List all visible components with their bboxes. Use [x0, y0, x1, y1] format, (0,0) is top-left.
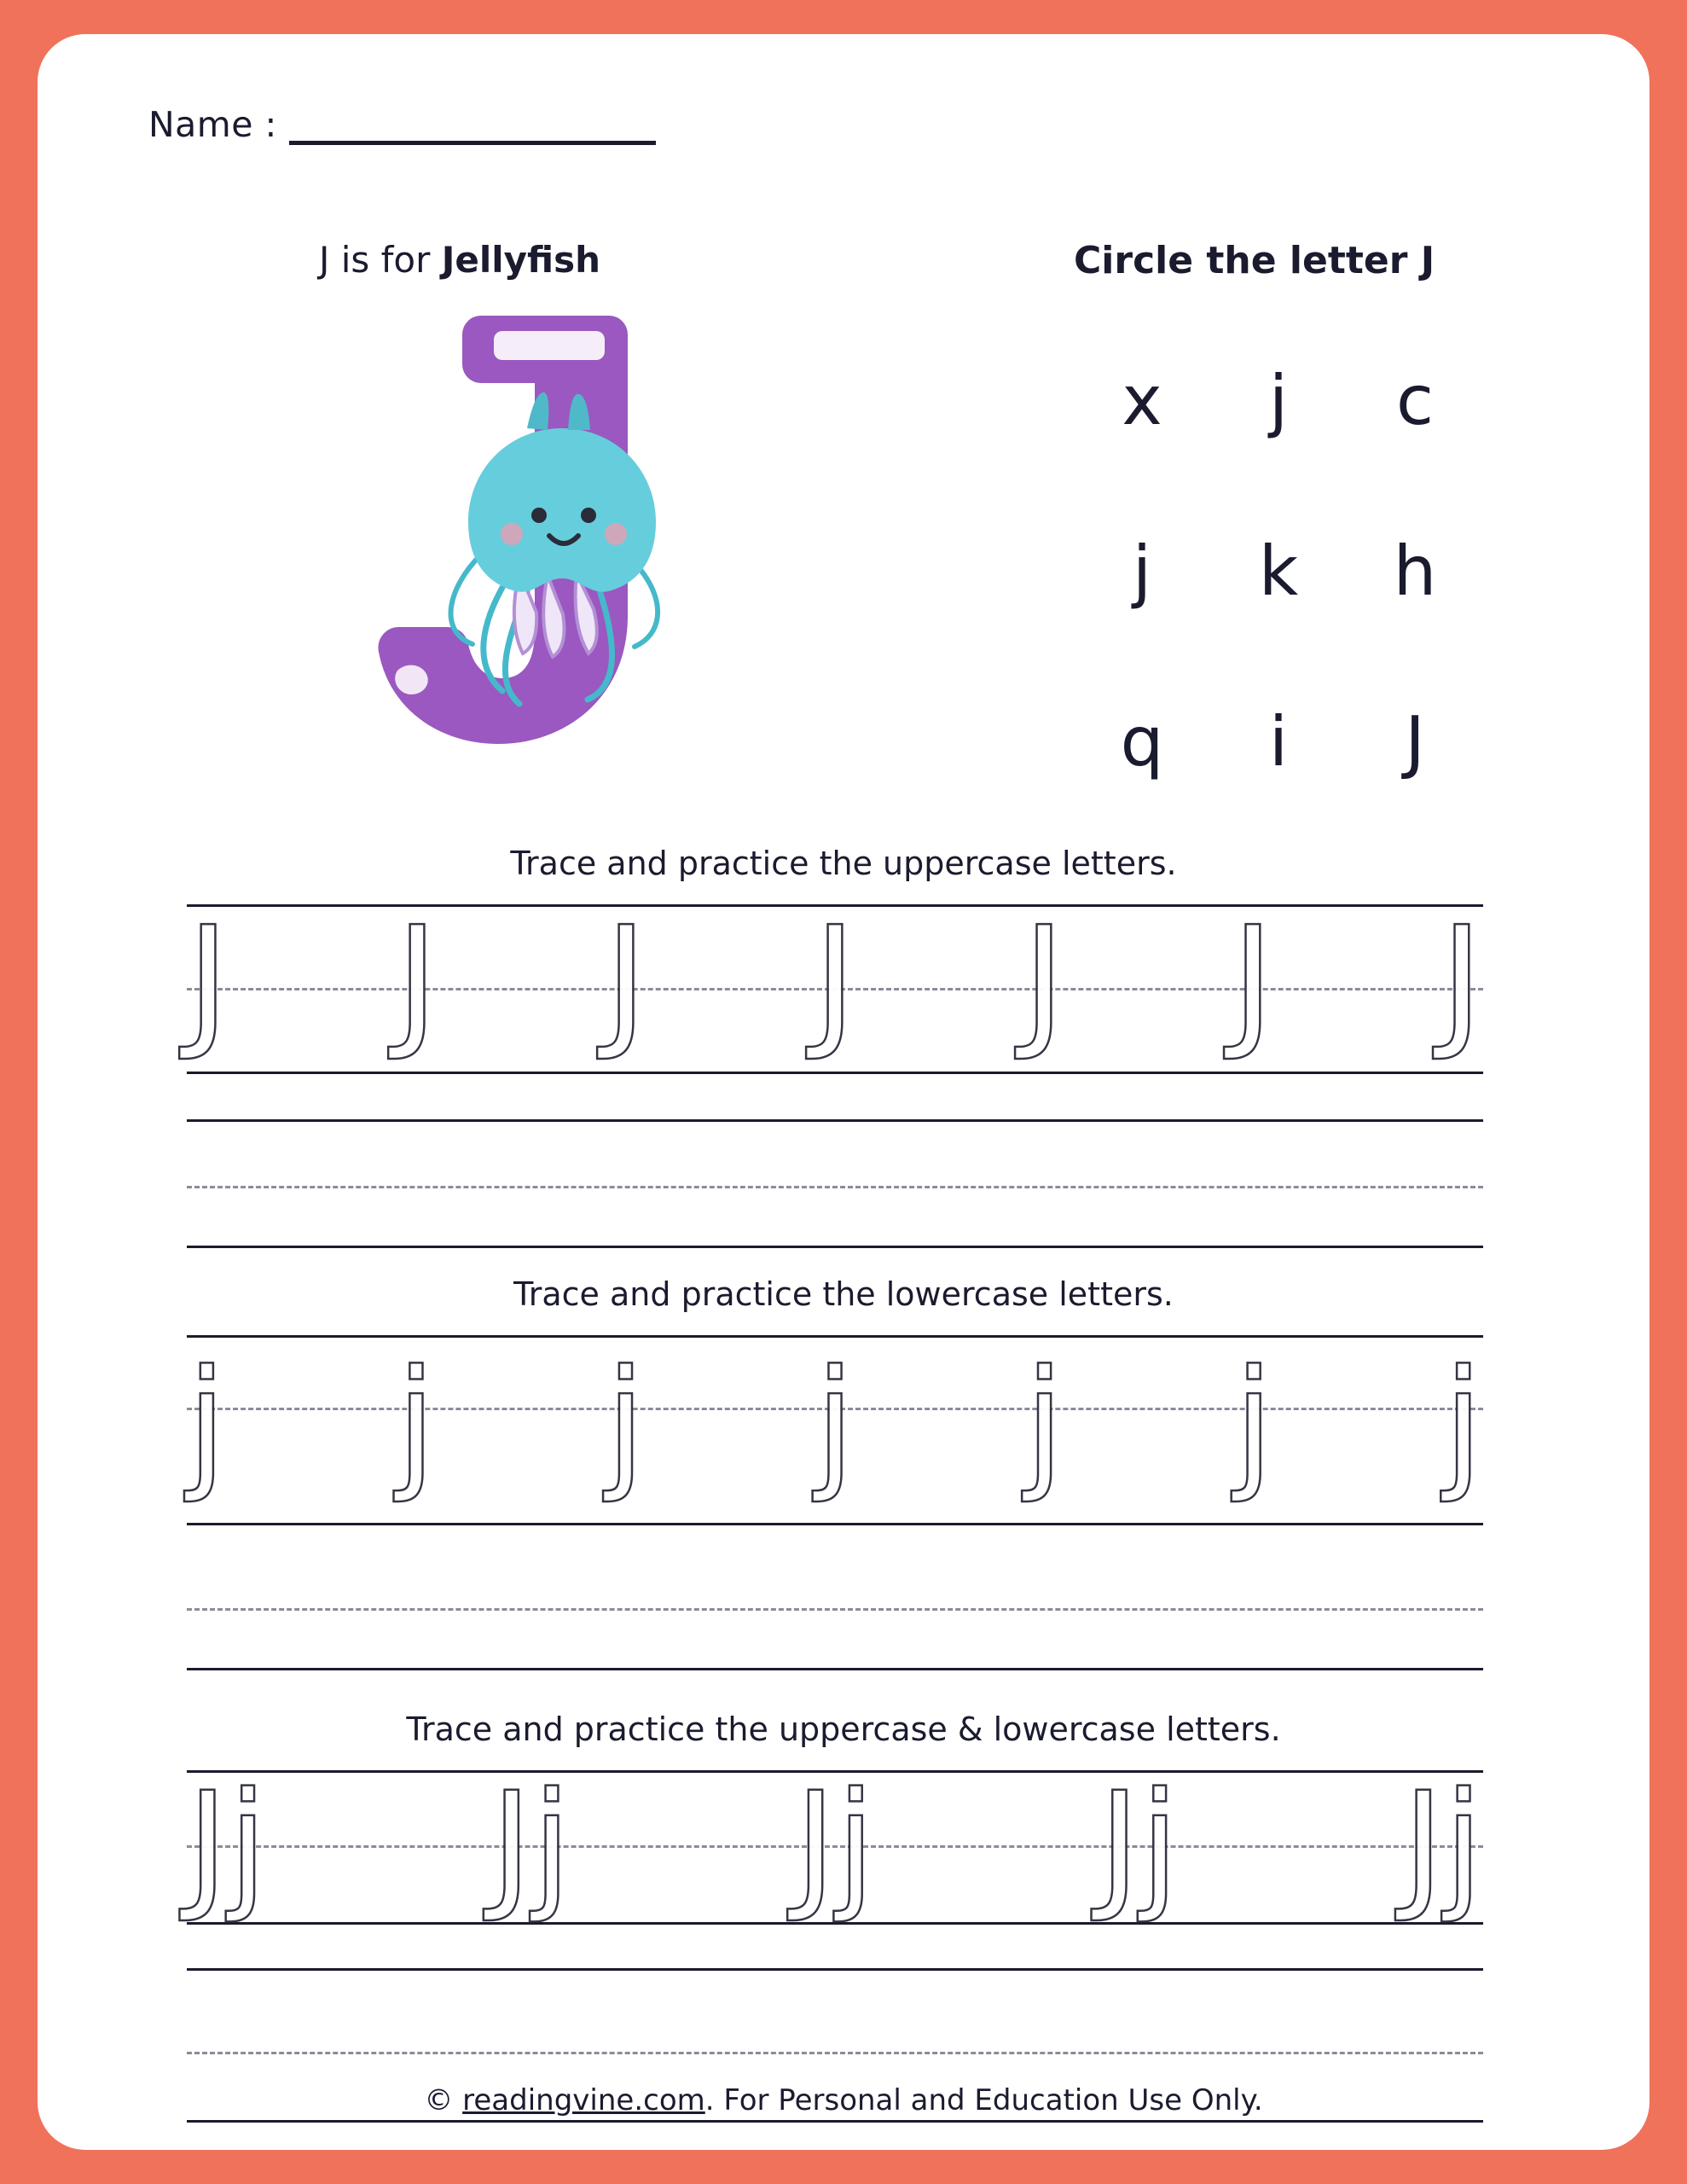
trace-glyph[interactable]: J [813, 896, 857, 1065]
circle-letter-option[interactable]: j [1268, 361, 1289, 440]
trace-glyph[interactable]: j [815, 1339, 855, 1506]
is-for-title [319, 239, 600, 281]
trace-glyph[interactable]: J [187, 896, 230, 1065]
jellyfish-letter-j-illustration [345, 299, 737, 776]
circle-letter-option[interactable]: j [1132, 531, 1152, 611]
circle-letter-option[interactable]: J [1405, 702, 1425, 781]
rule-line-dashed [187, 1186, 1483, 1188]
circle-letter-option[interactable]: x [1122, 361, 1162, 440]
footer-rest: . For Personal and Education Use Only. [704, 2083, 1263, 2117]
trace-glyph[interactable]: j [187, 1339, 227, 1506]
rule-line [187, 1246, 1483, 1248]
worksheet-sheet [38, 34, 1649, 2150]
rule-line-dashed [187, 1608, 1483, 1611]
rule-line [187, 1335, 1483, 1338]
trace-glyph[interactable]: j [396, 1339, 437, 1506]
practice-block-uppercase [187, 896, 1483, 1237]
trace-glyph[interactable]: J [395, 896, 439, 1065]
rule-line [187, 1523, 1483, 1525]
circle-letter-grid [1074, 316, 1483, 828]
name-row [148, 104, 656, 145]
trace-glyph[interactable]: j [606, 1339, 646, 1506]
trace-glyph[interactable]: Jj [187, 1762, 268, 1926]
is-for-word: Jellyfish [441, 239, 601, 281]
circle-letter-option[interactable]: k [1258, 531, 1299, 611]
trace-row-lowercase[interactable] [187, 1339, 1483, 1506]
section-heading-mixed: Trace and practice the uppercase & lowercase letters. [406, 1711, 1281, 1748]
trace-glyph[interactable]: J [1231, 896, 1274, 1065]
trace-glyph[interactable]: Jj [490, 1762, 571, 1926]
footer [38, 2083, 1649, 2117]
circle-letter-option[interactable]: i [1268, 702, 1289, 781]
trace-row-mixed[interactable] [187, 1762, 1517, 1926]
trace-glyph[interactable]: J [604, 896, 648, 1065]
trace-glyph[interactable]: J [1440, 896, 1483, 1065]
section-heading-uppercase: Trace and practice the uppercase letters. [510, 845, 1177, 882]
is-for-prefix: J is for [319, 239, 442, 281]
circle-letter-option[interactable]: c [1396, 361, 1434, 440]
trace-glyph[interactable]: J [1022, 896, 1066, 1065]
trace-glyph[interactable]: Jj [1099, 1762, 1180, 1926]
circle-the-letter-title: Circle the letter J [1074, 239, 1435, 282]
trace-glyph[interactable]: Jj [1402, 1762, 1483, 1926]
name-input-blank[interactable] [289, 107, 656, 145]
rule-line [187, 1968, 1483, 1971]
trace-glyph[interactable]: j [1233, 1339, 1274, 1506]
trace-row-uppercase[interactable] [187, 896, 1483, 1065]
trace-glyph[interactable]: Jj [794, 1762, 876, 1926]
circle-letter-option[interactable]: q [1120, 702, 1164, 781]
practice-block-mixed [187, 1762, 1483, 2124]
trace-glyph[interactable]: j [1443, 1339, 1483, 1506]
trace-glyph[interactable]: j [1024, 1339, 1064, 1506]
rule-line [187, 1119, 1483, 1122]
section-heading-lowercase: Trace and practice the lowercase letters. [513, 1275, 1174, 1313]
rule-line-dashed [187, 2052, 1483, 2054]
name-label: Name : [148, 104, 277, 145]
circle-letter-option[interactable]: h [1393, 531, 1437, 611]
rule-line [187, 2120, 1483, 2123]
rule-line [187, 1668, 1483, 1670]
footer-site-link[interactable]: readingvine.com [462, 2083, 705, 2117]
practice-block-lowercase [187, 1335, 1483, 1668]
rule-line [187, 1072, 1483, 1074]
footer-copyright: © [424, 2083, 463, 2117]
